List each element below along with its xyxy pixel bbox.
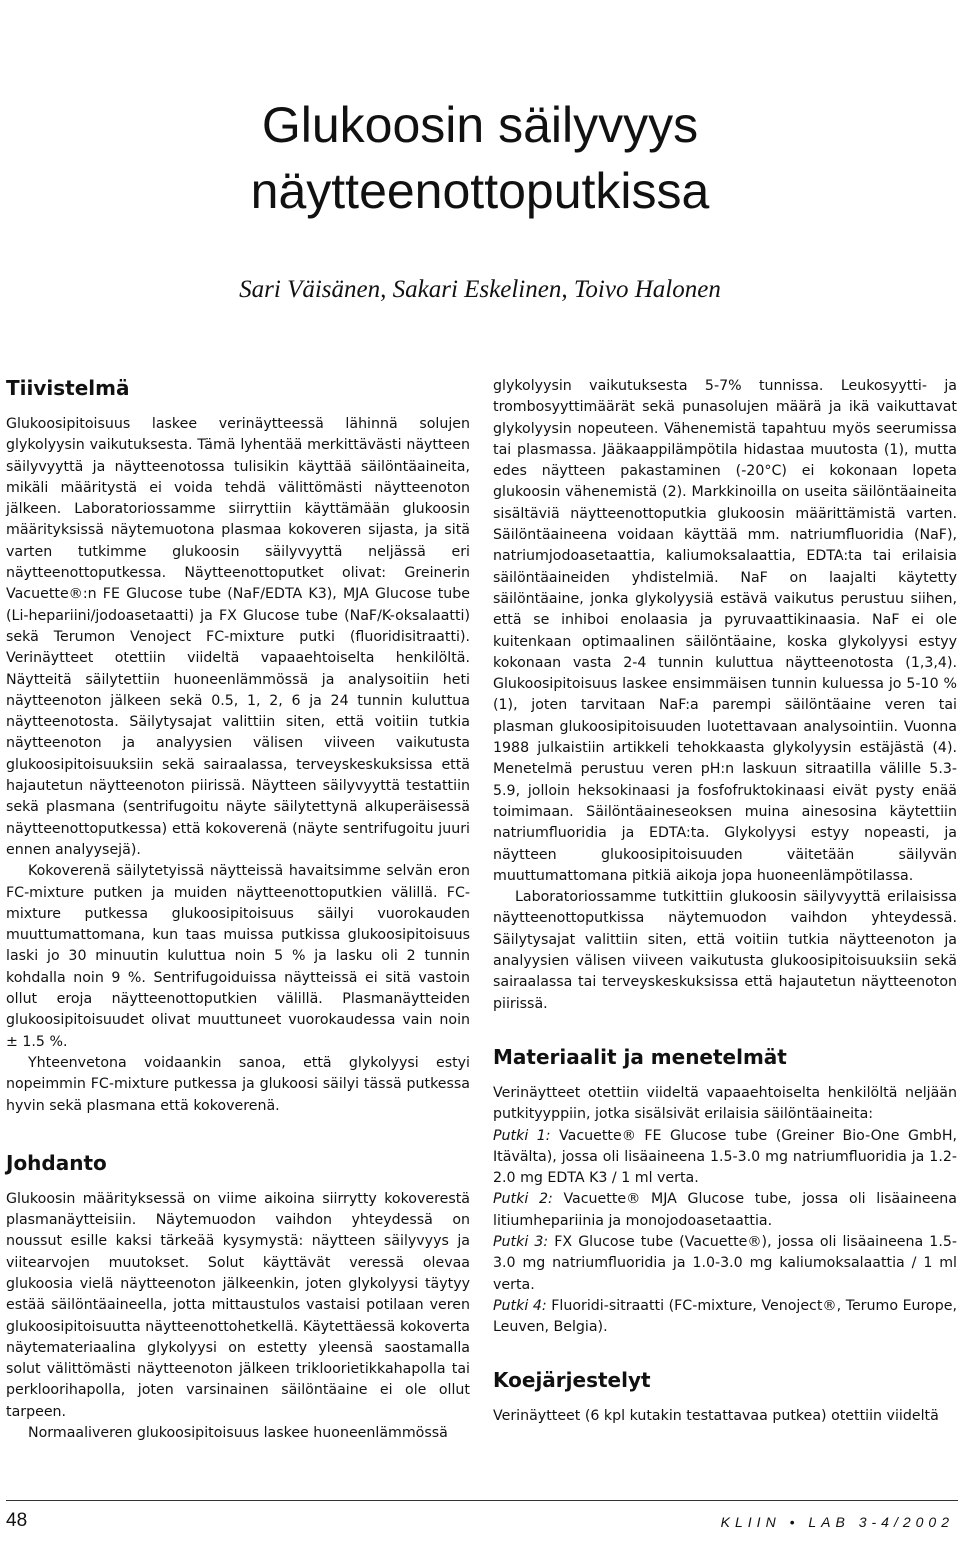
- footer-divider: [6, 1500, 958, 1501]
- title-line-2: näytteenottoputkissa: [250, 163, 710, 219]
- abstract-paragraph-1: Glukoosipitoisuus laskee verinäytteessä lähinnä solujen glykolyysin vaikutuksesta. Tämä lyhentää merkittävästi näytteen säilyvyyttä ja näytteenotossa tulisikin käyttää säilöntäaineita, mikäli määritystä ei voida tehdä välittömästi näytteenoton jälkeen. Laboratoriossamme siirryttiin käyttämään glukoosin määrityksissä näytemuotona plasmaa kokoveren sijasta, ja sitä varten tutkimme glukoosin säilyvyyttä neljässä eri näytteenottoputkessa. Näytteenottoputket olivat: Greinerin Vacuette®:n FE Glucose tube (NaF/EDTA K3), MJA Glucose tube (Li-hepariini/jodoasetaatti) ja FX Glucose tube (NaF/K-oksalaatti) sekä Terumon Venoject FC-mixture putki (fluoridisitraatti). Verinäytteet otettiin viideltä vapaaehtoiselta henkilöltä. Näytteitä säilytettiin huoneenlämmössä ja analysoitiin heti näytteenoton jälkeen sekä 0.5, 1, 2, 6 ja 24 tunnin kuluttua näytteenotosta. Säilytysajat valittiin siten, että voitiin tutkia näytteenoton ja analyysien välisen viiveen vaikutusta glukoosipitoisuuksiin sekä sairaalassa, terveyskeskuksissa että hajautetun näytteenoton piirissä. Näytteen säilyvyyttä testattiin sekä plasmana (sentrifugoitu näyte säilytettynä alkuperäisessä näytteenottoputkessa) että kokoverenä (näyte sentrifugoitu juuri ennen analyysejä).: [6, 416, 470, 858]
- introduction-paragraph-2: Normaaliveren glukoosipitoisuus laskee huoneenlämmössä: [28, 1425, 448, 1442]
- abstract-paragraph-2: Kokoverenä säilytetyissä näytteissä havaitsimme selvän eron FC-mixture putken ja muiden näytteenottoputkien välillä. FC-mixture putkessa glukoosipitoisuus säilyi vuorokauden muuttumattomana, kun taas muissa putkissa glukoosipitoisuus laski jo 30 minuutin kuluttua noin 5 % ja lasku oli 2 tunnin kohdalla noin 9 %. Sentrifugoiduissa näytteissä ei sitä vastoin ollut eroja näytteenottoputkien välillä. Plasmanäytteiden glukoosipitoisuudet olivat muuttuneet vuorokaudessa vain noin ± 1.5 %.: [6, 863, 470, 1050]
- methods-paragraph: Verinäytteet otettiin viideltä vapaaehtoiselta henkilöltä neljään putkityyppiin, jotka sisälsivät erilaisia säilöntäaineita:: [493, 1084, 957, 1123]
- tube-1-text: Vacuette® FE Glucose tube (Greiner Bio-One GmbH, Itävälta), jossa oli lisäaineena 1.5-3.0 mg natriumfluoridia ja 1.2-2.0 mg EDTA K3 / 1 ml verta.: [493, 1127, 957, 1187]
- tube-3-item: [493, 1232, 957, 1296]
- tube-3-text: FX Glucose tube (Vacuette®), jossa oli lisäaineena 1.5-3.0 mg natriumfluoridia ja 1.0-3.0 mg kaliumoksalaattia / 1 ml verta.: [493, 1233, 957, 1293]
- journal-name: KLIIN • LAB 3-4/2002: [720, 1514, 954, 1530]
- abstract-paragraph-3: Yhteenvetona voidaankin sanoa, että glykolyysi estyi nopeimmin FC-mixture putkessa ja glukoosi säilyi tässä putkessa hyvin sekä plasmana että kokoverenä.: [6, 1054, 470, 1114]
- tube-4-text: Fluoridi-sitraatti (FC-mixture, Venoject®, Terumo Europe, Leuven, Belgia).: [493, 1297, 957, 1336]
- author-list: Sari Väisänen, Sakari Eskelinen, Toivo Halonen: [239, 276, 721, 303]
- introduction-heading: Johdanto: [6, 1150, 107, 1175]
- page-number: 48: [6, 1510, 28, 1531]
- tube-3-label: Putki 3:: [493, 1233, 549, 1250]
- title-line-1: Glukoosin säilyvyys: [261, 97, 699, 153]
- setup-paragraph: Verinäytteet (6 kpl kutakin testattavaa putkea) otettiin viideltä: [493, 1408, 939, 1425]
- introduction-paragraph-1: Glukoosin määrityksessä on viime aikoina siirrytty kokoverestä plasmanäytteisiin. Näytemuodon vaihdon yhteydessä on noussut esille kaksi tärkeää kysymystä: näytteen säilyvyys ja viitearvojen muutokset. Solut käyttävät veressä olevaa glukoosia vielä näytteenoton jälkeenkin, joten glykolyysi täytyy estää säilöntäaineella, jotta mittaustulos vastaisi potilaan veren glukoosipitoisuutta näytteenottohetkellä. Käytettäessä kokoverta näytemateriaalina glykolyysi on estetty yleensä saostamalla solut välittömästi näytteenoton jälkeen trikloorietikkahapolla tai perkloorihapolla, joten varsinainen säilöntäaine ei ole ollut tarpeen.: [6, 1190, 470, 1420]
- tube-4-item: [493, 1296, 957, 1339]
- tube-4-label: Putki 4:: [493, 1297, 547, 1314]
- article-title: [0, 92, 960, 224]
- study-aim-paragraph: Laboratoriossamme tutkittiin glukoosin säilyvyyttä erilaisissa näytteenottoputkissa näytemuodon vaihdon yhteydessä. Säilytysajat valittiin siten, että voitiin tutkia näytteenoton ja analyysien välisen viiveen vaikutusta glukoosipitoisuuksiin sekä sairaalassa tai terveyskeskuksissa että hajautetun näytteenoton piirissä.: [493, 889, 957, 1012]
- left-column: [6, 376, 470, 1444]
- abstract-heading: Tiivistelmä: [6, 376, 130, 400]
- right-column: [493, 376, 957, 1428]
- setup-heading: Koejärjestelyt: [493, 1368, 651, 1393]
- methods-heading: Materiaalit ja menetelmät: [493, 1044, 787, 1069]
- tube-1-item: [493, 1126, 957, 1190]
- tube-2-item: [493, 1189, 957, 1232]
- tube-2-label: Putki 2:: [493, 1191, 553, 1208]
- tube-1-label: Putki 1:: [493, 1127, 551, 1144]
- tube-2-text: Vacuette® MJA Glucose tube, jossa oli lisäaineena litiumhepariinia ja monojodoasetaattia.: [493, 1191, 957, 1229]
- continued-paragraph: glykolyysin vaikutuksesta 5-7% tunnissa. Leukosyytti- ja trombosyyttimäärät sekä punasolujen määrä ja ikä vaikuttavat glykolyysin nopeuteen. Vähenemistä tapahtuu myös seerumissa tai plasmassa. Jääkaappilämpötila hidastaa muutosta (1), mutta edes näytteen pakastaminen (-20°C) ei kokonaan lopeta glukoosin vähenemistä (2). Markkinoilla on useita säilöntäaineita sisältäviä näytteenottoputkia glukoosin määrittämistä varten. Säilöntäaineena voidaan käyttää mm. natriumfluoridia (NaF), natriumjodoasetaattia, kaliumoksalaattia, EDTA:ta tai erilaisia säilöntäaineiden yhdistelmiä. NaF on laajalti käytetty säilöntäaine, jonka glykolyysiä estävä vaikutus perustuu siihen, että se inhiboi enolaasia ja pyruvaattikinaasia. NaF ei ole kuitenkaan optimaalinen säilöntäaine, koska glykolyysi estyy kokonaan vasta 2-4 tunnin kuluttua näytteenotosta (1,3,4). Glukoosipitoisuus laskee ensimmäisen tunnin kuluessa jo 5-10 % (1), joten tarvitaan NaF:a parempi säilöntäaine veren tai plasman glukoosipitoisuuden luotettavaan analysointiin. Vuonna 1988 julkaistiin artikkeli tehokkaasta glykolyysin estäjästä (4). Menetelmä perustuu veren pH:n laskuun sitraatilla välille 5.3-5.9, jolloin heksokinaasi ja fosfofruktokinaasi eivät pysty enää toimimaan. Säilöntäaineseoksen muina ainesosina käytettiin natriumfluoridia ja EDTA:ta. Glykolyysi estyy nopeasti, ja näytteen glukoosipitoisuuden väitetään säilyvän muuttumattomana pitkiä aikoja jopa huoneenlämpötilassa.: [493, 378, 957, 884]
